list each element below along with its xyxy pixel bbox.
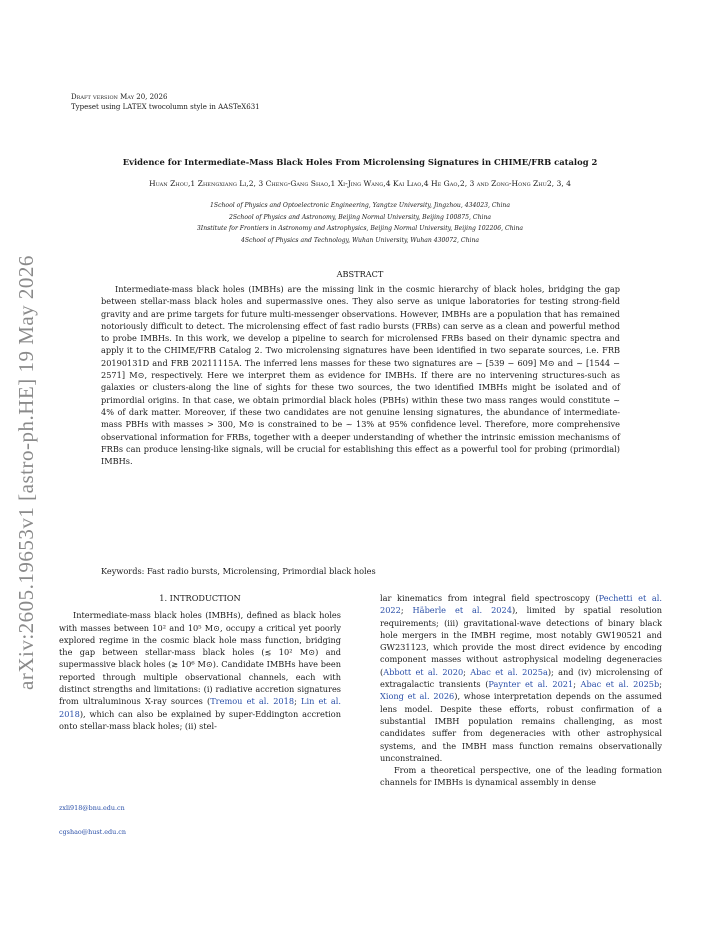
citation-link[interactable]: Pechetti et al. 2022: [380, 593, 662, 616]
citation-link[interactable]: Tremou et al. 2018: [210, 696, 295, 707]
right-column: [380, 592, 662, 789]
body-text: ;: [573, 679, 581, 690]
affiliation-3: 3Institute for Frontiers in Astronomy and Astrophysics, Beijing Normal University, Beijing 102206, China: [196, 225, 524, 232]
intro-paragraph-1-continued: [380, 592, 662, 764]
footnotes: [59, 796, 126, 844]
header-block: [71, 92, 260, 112]
body-text: ;: [659, 679, 662, 690]
footnote-email-2[interactable]: cgshao@hust.edu.cn: [59, 828, 126, 836]
body-text: ), whose interpretation depends on the assumed lens model. Despite these efforts, robust confirmation of a substantial IMBH population remains challenging, as most candidates suffer from degeneracies with other astrophysical systems, and the IMBH mass function remains observationally unconstrained.: [380, 691, 662, 763]
typeset-line: Typeset using LATEX twocolumn style in AASTeX631: [71, 103, 260, 111]
citation-link[interactable]: Abac et al. 2025b: [580, 679, 660, 690]
footnote-email-1[interactable]: zxli918@bnu.edu.cn: [59, 804, 125, 812]
body-text: lar kinematics from integral field spectroscopy (: [380, 593, 599, 603]
citation-link[interactable]: Abbott et al. 2020: [383, 666, 464, 677]
citation-link[interactable]: Lin et al. 2018: [59, 696, 341, 719]
body-text: ;: [463, 666, 471, 677]
author-list: Huan Zhou,1 Zhengxiang Li,2, 3 Cheng-Gang Shao,1 Xi-Jing Wang,4 Kai Liao,4 He Gao,2, 3 and Zong-Hong Zhu2, 3, 4: [148, 179, 571, 188]
body-text: ), limited by spatial resolution requirements; (iii) gravitational-wave detections of binary black hole mergers in the IMBH regime, most notably GW190521 and GW231123, which provide the most direct evidence by encoding component masses without astrophysical modeling degeneracies (: [380, 605, 662, 677]
citation-link[interactable]: Abac et al. 2025a: [470, 666, 548, 677]
affiliation-4: 4School of Physics and Technology, Wuhan University, Wuhan 430072, China: [241, 236, 479, 244]
affiliations: [60, 200, 660, 246]
intro-paragraph-2: From a theoretical perspective, one of the leading formation channels for IMBHs is dynamical assembly in dense: [380, 765, 662, 788]
body-text: Intermediate-mass black holes (IMBHs), defined as black holes with masses between 10² and 10⁵ M⊙, occupy a critical yet poorly explored regime in the cosmic black hole mass function, bridging the gap between stellar-mass black holes (≲ 10² M⊙) and supermassive black holes (≳ 10⁶ M⊙). Candidate IMBHs have been reported through multiple observational channels, each with distinct strengths and limitations: (i) radiative accretion signatures from ultraluminous X-ray sources (: [59, 610, 341, 707]
abstract-body: Intermediate-mass black holes (IMBHs) are the missing link in the cosmic hierarchy of black holes, bridging the gap between stellar-mass black holes and supermassive ones. They also serve as unique laboratories for testing strong-field gravity and are prime targets for future multi-messenger observations. However, IMBHs are a population that has remained notoriously difficult to detect. The microlensing effect of fast radio bursts (FRBs) can serve as a clean and powerful method to probe IMBHs. In this work, we develop a pipeline to search for microlensed FRBs based on their dynamic spectra and apply it to the CHIME/FRB Catalog 2. Two microlensing signatures have been identified in two separate sources, i.e. FRB 20190131D and FRB 20211115A. The inferred lens masses for these two signatures are ~ [539 − 609] M⊙ and ~ [1544 − 2571] M⊙, respectively. Here we interpret them as evidence for IMBHs. If there are no intervening structures-such as galaxies or clusters-along the line of sights for these two sources, the two identified IMBHs might be isolated and of primordial origins. In that case, we obtain primordial black holes (PBHs) within these two mass ranges would constitute ~ 4% of dark matter. Moreover, if these two candidates are not genuine lensing signatures, the abundance of intermediate-mass PBHs with masses > 300, M⊙ is constrained to be ~ 13% at 95% confidence level. Therefore, more comprehensive observational information for FRBs, together with a deeper understanding of whether the intrinsic emission mechanisms of FRBs can produce lensing-like signals, will be crucial for establishing this effect as a powerful tool for probing (primordial) IMBHs.: [101, 284, 620, 467]
citation-link[interactable]: Xiong et al. 2026: [380, 691, 455, 702]
paper-title: Evidence for Intermediate-Mass Black Holes From Microlensing Signatures in CHIME/FRB catalog 2: [122, 157, 598, 167]
draft-version-line: Draft version May 20, 2026: [71, 93, 168, 101]
keywords-line: Keywords: Fast radio bursts, Microlensing, Primordial black holes: [101, 566, 376, 576]
arxiv-identifier-stamp: arXiv:2605.19653v1 [astro-ph.HE] 19 May 2026: [14, 255, 38, 690]
body-text: ); and (iv) microlensing of extragalactic transients (: [380, 666, 662, 690]
citation-link[interactable]: Häberle et al. 2024: [412, 605, 512, 616]
abstract-heading: ABSTRACT: [336, 269, 384, 279]
section-heading-introduction: 1. INTRODUCTION: [159, 593, 241, 603]
left-column: [59, 592, 341, 732]
body-text: ), which can also be explained by super-Eddington accretion onto stellar-mass black holes; (ii) stel-: [59, 708, 341, 731]
citation-link[interactable]: Paynter et al. 2021: [488, 679, 574, 690]
affiliation-2: 2School of Physics and Astronomy, Beijing Normal University, Beijing 100875, China: [228, 213, 492, 221]
body-text: ;: [400, 605, 413, 616]
intro-paragraph-1: [59, 609, 341, 732]
affiliation-1: 1School of Physics and Optoelectronic Engineering, Yangtze University, Jingzhou, 434023, China: [210, 202, 510, 209]
body-text: ;: [294, 696, 302, 707]
